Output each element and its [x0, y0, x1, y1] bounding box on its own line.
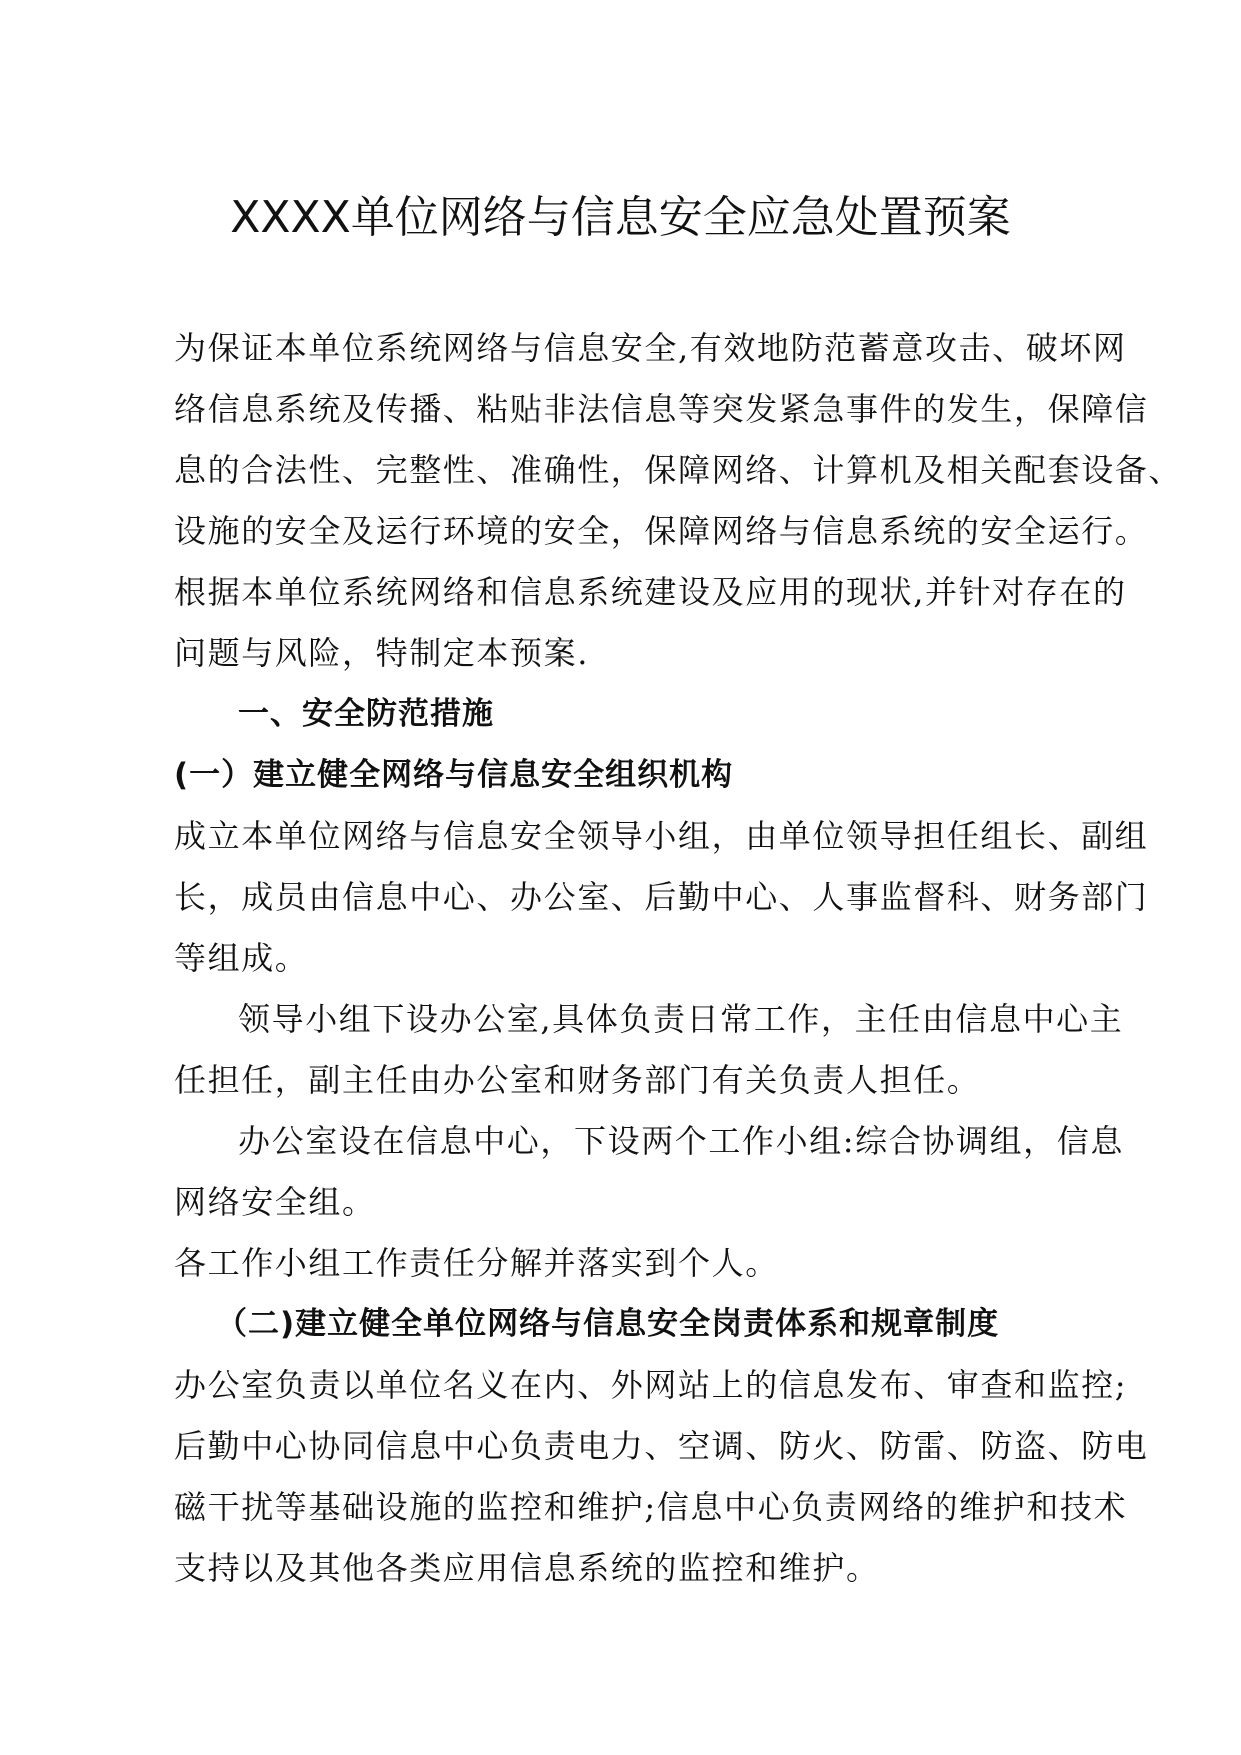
paragraph-line: 各工作小组工作责任分解并落实到个人。 — [174, 1244, 779, 1282]
paragraph-line: 长，成员由信息中心、办公室、后勤中心、人事监督科、财务部门 — [174, 878, 1149, 916]
paragraph-line: 网络安全组。 — [174, 1183, 376, 1221]
paragraph-line: 办公室设在信息中心，下设两个工作小组:综合协调组，信息 — [238, 1122, 1124, 1160]
paragraph-line: 领导小组下设办公室,具体负责日常工作，主任由信息中心主 — [238, 1000, 1124, 1038]
paragraph-line: 根据本单位系统网络和信息系统建设及应用的现状,并针对存在的 — [174, 573, 1127, 611]
paragraph-line: 等组成。 — [174, 939, 309, 977]
section-heading: 一、安全防范措施 — [238, 696, 494, 732]
document-title: XXXX单位网络与信息安全应急处置预案 — [230, 192, 1011, 243]
subsection-heading: （二)建立健全单位网络与信息安全岗责体系和规章制度 — [216, 1306, 1000, 1342]
paragraph-line: 磁干扰等基础设施的监控和维护;信息中心负责网络的维护和技术 — [174, 1488, 1128, 1526]
paragraph-line: 后勤中心协同信息中心负责电力、空调、防火、防雷、防盗、防电 — [174, 1427, 1149, 1465]
subsection-heading: (一）建立健全网络与信息安全组织机构 — [174, 757, 734, 793]
paragraph-line: 问题与风险，特制定本预案. — [174, 634, 589, 672]
paragraph-line: 设施的安全及运行环境的安全，保障网络与信息系统的安全运行。 — [174, 512, 1149, 550]
paragraph-line: 为保证本单位系统网络与信息安全,有效地防范蓄意攻击、破坏网 — [174, 329, 1127, 367]
paragraph-line: 息的合法性、完整性、准确性，保障网络、计算机及相关配套设备、 — [174, 451, 1183, 489]
paragraph-line: 任担任，副主任由办公室和财务部门有关负责人担任。 — [174, 1061, 981, 1099]
document-body — [174, 318, 1183, 1599]
paragraph-line: 成立本单位网络与信息安全领导小组，由单位领导担任组长、副组 — [174, 817, 1149, 855]
paragraph-line: 络信息系统及传播、粘贴非法信息等突发紧急事件的发生，保障信 — [174, 390, 1149, 428]
paragraph-line: 支持以及其他各类应用信息系统的监控和维护。 — [174, 1549, 880, 1587]
paragraph-line: 办公室负责以单位名义在内、外网站上的信息发布、审查和监控; — [174, 1366, 1128, 1404]
